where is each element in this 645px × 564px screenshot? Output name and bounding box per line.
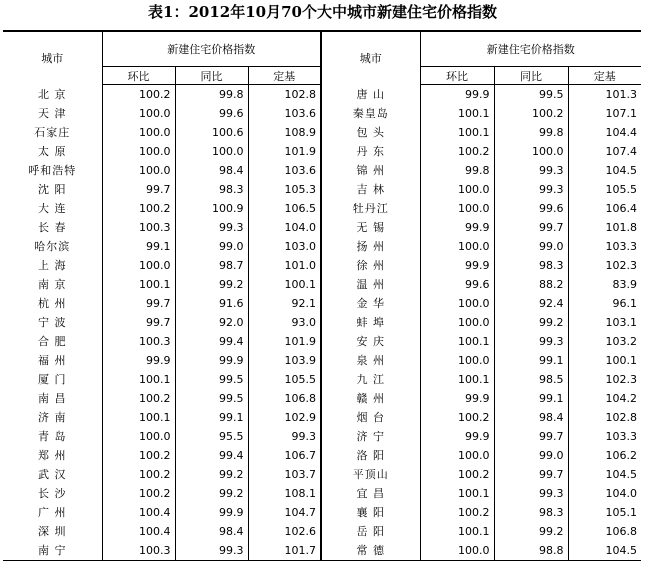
city-name: 济 宁 [321, 427, 420, 446]
city-name: 金 华 [321, 294, 420, 313]
base-value: 103.6 [248, 104, 321, 123]
index-group-header-left: 新建住宅价格指数 [102, 31, 321, 67]
city-name: 大 连 [3, 199, 102, 218]
base-value: 102.8 [248, 85, 321, 105]
yoy-value: 99.1 [494, 351, 568, 370]
city-name: 洛 阳 [321, 446, 420, 465]
city-name: 吉 林 [321, 180, 420, 199]
yoy-value: 99.6 [175, 104, 248, 123]
yoy-value: 98.4 [494, 408, 568, 427]
mom-value: 100.0 [420, 446, 494, 465]
city-name: 唐 山 [321, 85, 420, 105]
base-value: 104.2 [568, 389, 641, 408]
mom-value: 100.1 [420, 104, 494, 123]
city-name: 锦 州 [321, 161, 420, 180]
mom-value: 100.4 [102, 522, 175, 541]
table-row [3, 237, 641, 256]
city-name: 天 津 [3, 104, 102, 123]
base-value: 107.1 [568, 104, 641, 123]
base-value: 106.8 [248, 389, 321, 408]
mom-value: 100.0 [420, 180, 494, 199]
city-name: 安 庆 [321, 332, 420, 351]
city-name: 丹 东 [321, 142, 420, 161]
table-row [3, 161, 641, 180]
city-name: 杭 州 [3, 294, 102, 313]
mom-value: 100.2 [102, 446, 175, 465]
mom-value: 100.0 [420, 313, 494, 332]
city-name: 温 州 [321, 275, 420, 294]
mom-value: 100.4 [102, 503, 175, 522]
table-row [3, 313, 641, 332]
base-value: 101.8 [568, 218, 641, 237]
base-value: 105.3 [248, 180, 321, 199]
table-row [3, 332, 641, 351]
city-name: 深 圳 [3, 522, 102, 541]
base-value: 103.3 [568, 237, 641, 256]
city-name: 无 锡 [321, 218, 420, 237]
yoy-value: 99.6 [494, 199, 568, 218]
yoy-value: 99.3 [494, 484, 568, 503]
yoy-value: 99.0 [494, 237, 568, 256]
base-value: 105.1 [568, 503, 641, 522]
city-name: 合 肥 [3, 332, 102, 351]
city-name: 岳 阳 [321, 522, 420, 541]
mom-value: 100.2 [102, 199, 175, 218]
city-name: 扬 州 [321, 237, 420, 256]
table-row [3, 180, 641, 199]
base-value: 108.9 [248, 123, 321, 142]
mom-value: 100.1 [102, 275, 175, 294]
mom-value: 100.0 [420, 351, 494, 370]
mom-value: 99.7 [102, 313, 175, 332]
city-name: 秦皇岛 [321, 104, 420, 123]
base-value: 101.7 [248, 541, 321, 561]
base-value: 103.9 [248, 351, 321, 370]
yoy-value: 98.4 [175, 522, 248, 541]
table-row [3, 123, 641, 142]
yoy-value: 99.3 [175, 541, 248, 561]
mom-value: 100.0 [420, 541, 494, 561]
base-value: 106.4 [568, 199, 641, 218]
table-row [3, 142, 641, 161]
base-value: 101.9 [248, 332, 321, 351]
mom-value: 100.1 [420, 370, 494, 389]
base-value: 103.6 [248, 161, 321, 180]
mom-value: 100.0 [420, 199, 494, 218]
base-value: 102.9 [248, 408, 321, 427]
base-value: 96.1 [568, 294, 641, 313]
city-name: 沈 阳 [3, 180, 102, 199]
base-value: 106.7 [248, 446, 321, 465]
base-value: 102.8 [568, 408, 641, 427]
table-row [3, 522, 641, 541]
yoy-value: 98.8 [494, 541, 568, 561]
mom-value: 100.0 [102, 427, 175, 446]
mom-value: 99.9 [420, 218, 494, 237]
city-name: 九 江 [321, 370, 420, 389]
city-name: 长 沙 [3, 484, 102, 503]
yoy-value: 99.2 [494, 313, 568, 332]
table-row [3, 503, 641, 522]
mom-value: 99.7 [102, 294, 175, 313]
city-name: 太 原 [3, 142, 102, 161]
mom-value: 99.8 [420, 161, 494, 180]
mom-value: 99.1 [102, 237, 175, 256]
city-name: 平顶山 [321, 465, 420, 484]
mom-value: 100.0 [102, 104, 175, 123]
table-row [3, 446, 641, 465]
yoy-value: 99.0 [175, 237, 248, 256]
city-name: 牡丹江 [321, 199, 420, 218]
base-value: 103.2 [568, 332, 641, 351]
mom-value: 99.9 [420, 85, 494, 105]
yoy-value: 99.3 [494, 161, 568, 180]
base-value: 102.3 [568, 256, 641, 275]
mom-value: 100.3 [102, 218, 175, 237]
yoy-value: 99.5 [175, 370, 248, 389]
yoy-value: 92.4 [494, 294, 568, 313]
mom-value: 100.0 [102, 256, 175, 275]
yoy-value: 99.4 [175, 446, 248, 465]
base-value: 93.0 [248, 313, 321, 332]
city-name: 包 头 [321, 123, 420, 142]
table-row [3, 199, 641, 218]
mom-value: 100.2 [102, 389, 175, 408]
mom-value: 100.2 [102, 85, 175, 105]
base-value: 83.9 [568, 275, 641, 294]
yoy-value: 99.8 [494, 123, 568, 142]
base-value: 104.0 [568, 484, 641, 503]
yoy-value: 99.8 [175, 85, 248, 105]
base-value: 106.5 [248, 199, 321, 218]
mom-value: 100.2 [420, 408, 494, 427]
yoy-value: 98.3 [175, 180, 248, 199]
base-value: 101.9 [248, 142, 321, 161]
mom-header-right: 环比 [420, 67, 494, 85]
table-title: 表1：2012年10月70个大中城市新建住宅价格指数 [148, 3, 497, 21]
yoy-value: 100.6 [175, 123, 248, 142]
base-value: 100.1 [248, 275, 321, 294]
yoy-value: 99.3 [494, 180, 568, 199]
table-row [3, 370, 641, 389]
city-name: 郑 州 [3, 446, 102, 465]
mom-value: 100.1 [420, 332, 494, 351]
city-name: 呼和浩特 [3, 161, 102, 180]
price-index-table [3, 30, 641, 561]
mom-value: 100.0 [102, 161, 175, 180]
city-name: 赣 州 [321, 389, 420, 408]
mom-value: 100.2 [102, 465, 175, 484]
city-name: 武 汉 [3, 465, 102, 484]
yoy-value: 100.2 [494, 104, 568, 123]
city-name: 南 宁 [3, 541, 102, 561]
yoy-value: 99.2 [494, 522, 568, 541]
city-name: 济 南 [3, 408, 102, 427]
mom-value: 100.1 [420, 522, 494, 541]
base-value: 105.5 [568, 180, 641, 199]
yoy-value: 100.0 [494, 142, 568, 161]
table-row [3, 351, 641, 370]
yoy-header-right: 同比 [494, 67, 568, 85]
base-value: 101.3 [568, 85, 641, 105]
mom-value: 100.2 [102, 484, 175, 503]
yoy-value: 99.7 [494, 427, 568, 446]
base-value: 106.2 [568, 446, 641, 465]
city-name: 广 州 [3, 503, 102, 522]
base-value: 104.5 [568, 541, 641, 561]
yoy-value: 99.0 [494, 446, 568, 465]
mom-value: 100.2 [420, 142, 494, 161]
yoy-value: 98.7 [175, 256, 248, 275]
table-row [3, 427, 641, 446]
yoy-value: 99.5 [494, 85, 568, 105]
mom-value: 99.9 [102, 351, 175, 370]
base-value: 92.1 [248, 294, 321, 313]
table-row [3, 408, 641, 427]
yoy-value: 99.2 [175, 465, 248, 484]
mom-value: 100.3 [102, 332, 175, 351]
yoy-value: 92.0 [175, 313, 248, 332]
yoy-value: 99.3 [494, 332, 568, 351]
table-row [3, 85, 641, 105]
base-value: 102.6 [248, 522, 321, 541]
mom-value: 100.1 [420, 123, 494, 142]
yoy-header-left: 同比 [175, 67, 248, 85]
base-value: 100.1 [568, 351, 641, 370]
mom-value: 99.9 [420, 256, 494, 275]
city-name: 襄 阳 [321, 503, 420, 522]
table-row [3, 389, 641, 408]
mom-value: 100.0 [102, 123, 175, 142]
city-name: 蚌 埠 [321, 313, 420, 332]
mom-value: 100.0 [420, 294, 494, 313]
index-group-header-right: 新建住宅价格指数 [420, 31, 641, 67]
yoy-value: 91.6 [175, 294, 248, 313]
city-name: 烟 台 [321, 408, 420, 427]
city-header-right: 城市 [321, 31, 420, 85]
city-name: 泉 州 [321, 351, 420, 370]
base-value: 108.1 [248, 484, 321, 503]
city-name: 南 昌 [3, 389, 102, 408]
city-name: 哈尔滨 [3, 237, 102, 256]
mom-header-left: 环比 [102, 67, 175, 85]
table-row [3, 218, 641, 237]
base-value: 104.5 [568, 161, 641, 180]
table-row [3, 541, 641, 561]
table-row [3, 294, 641, 313]
table-row [3, 484, 641, 503]
base-value: 104.4 [568, 123, 641, 142]
mom-value: 100.1 [420, 484, 494, 503]
yoy-value: 99.5 [175, 389, 248, 408]
base-value: 103.0 [248, 237, 321, 256]
mom-value: 100.0 [420, 237, 494, 256]
city-name: 长 春 [3, 218, 102, 237]
base-value: 105.5 [248, 370, 321, 389]
yoy-value: 95.5 [175, 427, 248, 446]
yoy-value: 99.9 [175, 503, 248, 522]
base-value: 103.7 [248, 465, 321, 484]
yoy-value: 99.1 [175, 408, 248, 427]
yoy-value: 98.5 [494, 370, 568, 389]
yoy-value: 99.9 [175, 351, 248, 370]
yoy-value: 100.9 [175, 199, 248, 218]
mom-value: 100.1 [102, 370, 175, 389]
mom-value: 99.9 [420, 427, 494, 446]
table-row [3, 465, 641, 484]
mom-value: 99.7 [102, 180, 175, 199]
base-value: 107.4 [568, 142, 641, 161]
yoy-value: 99.4 [175, 332, 248, 351]
base-value: 103.1 [568, 313, 641, 332]
city-header-left: 城市 [3, 31, 102, 85]
mom-value: 99.9 [420, 389, 494, 408]
base-value: 99.3 [248, 427, 321, 446]
mom-value: 100.2 [420, 465, 494, 484]
yoy-value: 98.3 [494, 503, 568, 522]
city-name: 福 州 [3, 351, 102, 370]
city-name: 青 岛 [3, 427, 102, 446]
table-row [3, 275, 641, 294]
base-value: 104.7 [248, 503, 321, 522]
city-name: 徐 州 [321, 256, 420, 275]
city-name: 常 德 [321, 541, 420, 561]
mom-value: 100.2 [420, 503, 494, 522]
mom-value: 100.0 [102, 142, 175, 161]
city-name: 宁 波 [3, 313, 102, 332]
yoy-value: 99.1 [494, 389, 568, 408]
city-name: 上 海 [3, 256, 102, 275]
table-row [3, 256, 641, 275]
mom-value: 100.3 [102, 541, 175, 561]
yoy-value: 99.7 [494, 465, 568, 484]
mom-value: 99.6 [420, 275, 494, 294]
base-value: 106.8 [568, 522, 641, 541]
yoy-value: 100.0 [175, 142, 248, 161]
city-name: 宜 昌 [321, 484, 420, 503]
city-name: 南 京 [3, 275, 102, 294]
yoy-value: 98.3 [494, 256, 568, 275]
base-header-right: 定基 [568, 67, 641, 85]
yoy-value: 99.7 [494, 218, 568, 237]
base-header-left: 定基 [248, 67, 321, 85]
yoy-value: 99.3 [175, 218, 248, 237]
yoy-value: 99.2 [175, 275, 248, 294]
yoy-value: 98.4 [175, 161, 248, 180]
yoy-value: 99.2 [175, 484, 248, 503]
table-row [3, 104, 641, 123]
mom-value: 100.1 [102, 408, 175, 427]
base-value: 104.0 [248, 218, 321, 237]
base-value: 101.0 [248, 256, 321, 275]
base-value: 102.3 [568, 370, 641, 389]
city-name: 石家庄 [3, 123, 102, 142]
city-name: 北 京 [3, 85, 102, 105]
base-value: 104.5 [568, 465, 641, 484]
yoy-value: 88.2 [494, 275, 568, 294]
city-name: 厦 门 [3, 370, 102, 389]
base-value: 103.3 [568, 427, 641, 446]
